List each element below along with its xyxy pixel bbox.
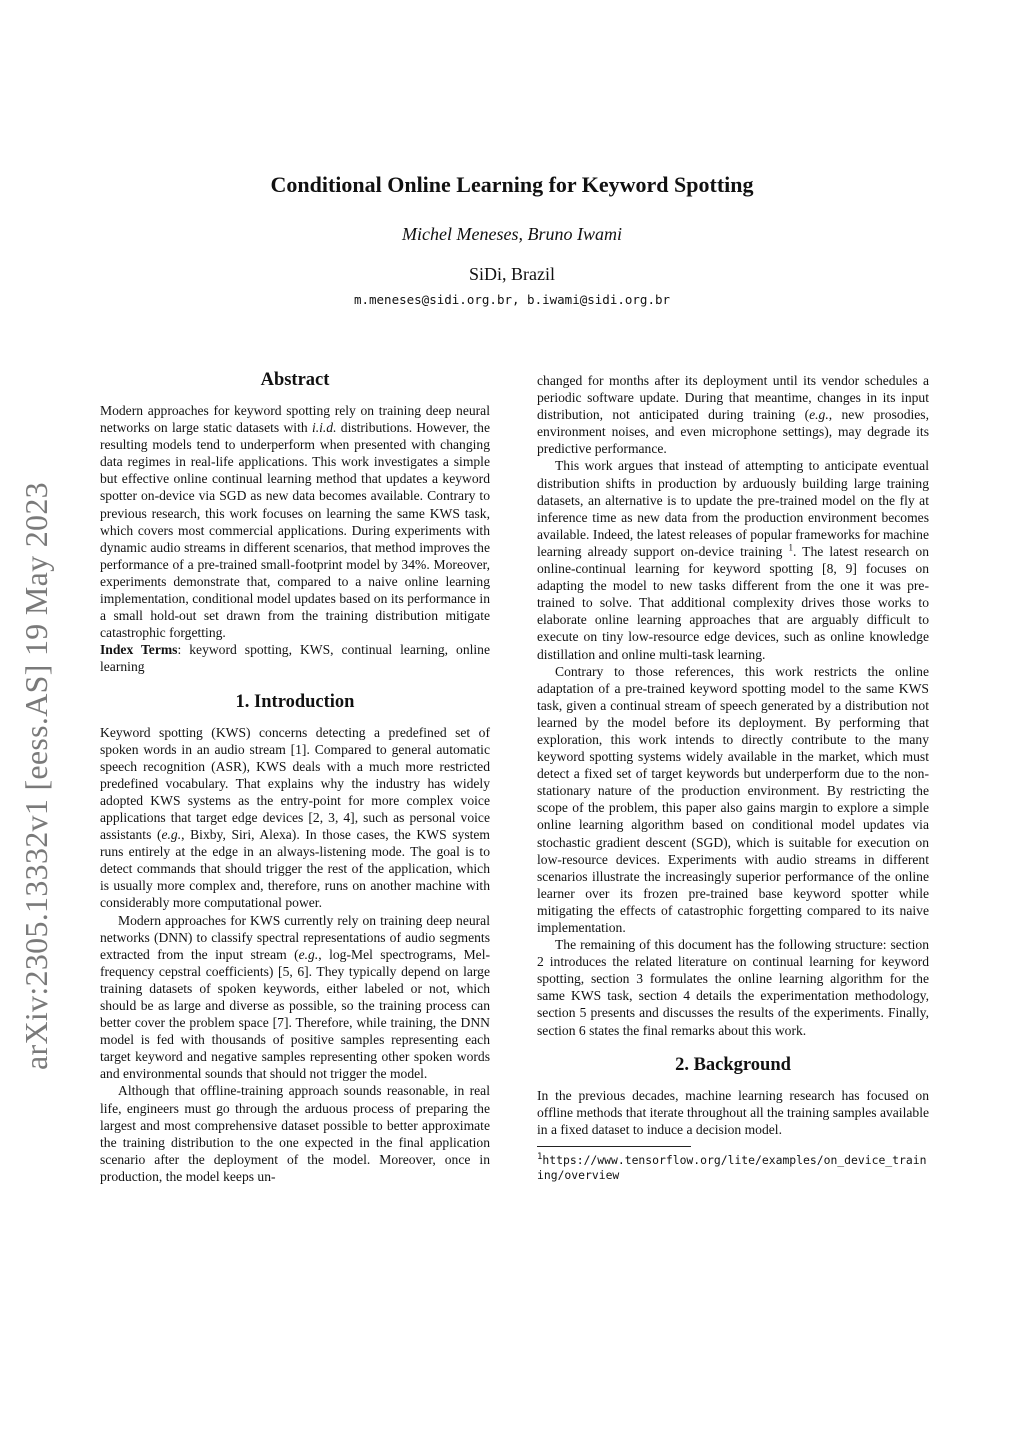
author-list: Michel Meneses, Bruno Iwami (402, 224, 622, 244)
right-paragraph-4: The remaining of this document has the following structure: section 2 introduces the related literature on continual learning for keyword spotting, section 3 formulates the online learning algorithm for the same KWS task, section 4 details the experimentation methodology, section 5 presents and discusses the results of the experiments. Finally, section 6 states the final remarks about this work. (537, 937, 929, 1038)
iid-term: i.i.d. (311, 420, 337, 436)
right-paragraph-1: changed for months after its deployment until its vendor schedules a periodic software update. During that meantime, changes in its input distribution, not anticipated during training (e.g., new prosodies, environment noises, and even microphone settings), may degrade its predictive performance. (537, 373, 929, 457)
author-emails: m.meneses@sidi.org.br, b.iwami@sidi.org.br (353, 292, 671, 307)
intro-paragraph-1: Keyword spotting (KWS) concerns detecting a predefined set of spoken words in an audio stream [1]. Compared to general automatic speech recognition (ASR), KWS deals with a much more restricted predefined vocabulary. That explains why the industry has widely adopted KWS systems as the entry-point for more complex voice applications that target edge devices [2, 3, 4], such as personal voice assistants (e.g., Bixby, Siri, Alexa). In those cases, the KWS system runs entirely at the edge in an always-listening mode. The goal is to detect commands that should trigger the rest of the application, which is usually more complex and, therefore, runs on another machine with considerably more computational power. (100, 724, 490, 911)
footnote (537, 1153, 929, 1183)
intro-paragraph-3: Although that offline-training approach sounds reasonable, in real life, engineers must go through the arduous process of preparing the largest and most comprehensive dataset possible to better approximate the training distribution to the one expected in the final application scenario after the deployment of the model. Moreover, once in production, the model keeps un- (100, 1083, 490, 1184)
index-terms-label: Index Terms (100, 642, 178, 658)
affiliation: SiDi, Brazil (469, 264, 555, 284)
footnote-rule (537, 1146, 691, 1147)
footnote-mark: 1 (537, 1152, 543, 1163)
background-paragraph-1: In the previous decades, machine learning research has focused on offline methods that iterate throughout all the training samples available in a fixed dataset to induce a decision model. (537, 1087, 929, 1137)
footnote-url: https://www.tensorflow.org/lite/examples/on_device_training/overview (537, 1152, 927, 1182)
abstract-body: Modern approaches for keyword spotting rely on training deep neural networks on large static datasets with i.i.d. distributions. However, the resulting models tend to underperform when presented with changing data regimes in real-life applications. This work investigates a simple but effective online continual learning method that updates a keyword spotter on-device via SGD as new data becomes available. Contrary to previous research, this work focuses on learning the same KWS task, which covers most commercial applications. During experiments with dynamic audio streams in different scenarios, that method improves the performance of a pre-trained small-footprint model by 34%. Moreover, experiments demonstrate that, compared to a naive online learning implementation, conditional model updates based on its performance in a small hold-out set drawn from the training distribution mitigate catastrophic forgetting. (100, 403, 490, 641)
right-column (537, 372, 929, 1183)
intro-paragraph-2: Modern approaches for KWS currently rely on training deep neural networks (DNN) to classify spectral representations of audio segments extracted from the input stream (e.g., log-Mel spectrograms, Mel-frequency cepstral coefficients) [5, 6]. They typically depend on large training datasets of spoken keywords, either labeled or not, which should be as large and diverse as possible, so the training process can better cover the problem space [7]. Therefore, while training, the DNN model is fed with thousands of positive samples representing each target keyword and negative samples representing other spoken words and environmental sounds that should not trigger the model. (100, 912, 490, 1082)
introduction-heading: 1. Introduction (235, 691, 355, 712)
footnote-ref: 1 (788, 542, 793, 553)
index-terms: Index Terms: keyword spotting, KWS, continual learning, online learning (100, 642, 490, 675)
right-paragraph-3: Contrary to those references, this work restricts the online adaptation of a pre-trained keyword spotting model to the same KWS task, given a continual stream of speech generated by a distribution not learned by the model before its deployment. By performing that exploration, this work intends to directly contribute to the many keyword spotting systems widely available in the market, which must detect a fixed set of target keywords but underperform due to the non-stationary nature of the production environment. By restricting the scope of the problem, this paper also gains margin to explore a simple online learning algorithm based on conditional model updates via stochastic gradient descent (SGD), which is suitable for execution on low-resource devices. Experiments with audio streams in different scenarios illustrate the increasingly superior performance of the online learner over its frozen pre-trained base keyword spotter while mitigating the effects of catastrophic forgetting compared to its naive implementation. (537, 663, 929, 935)
left-column (100, 368, 490, 1185)
right-paragraph-2: This work argues that instead of attempting to anticipate eventual distribution shifts in production by arduously building large training datasets, an alternative is to update the pre-trained model on the fly at inference time as new data from the production environment becomes available. Indeed, the latest releases of popular frameworks for machine learning already support on-device training $^1$. The latest research on online-continual learning for keyword spotting [8, 9] focuses on adapting the model to new tasks different from the one it was pre-trained to solve. That additional complexity drives those works to elaborate online learning approaches that are arguably difficult to execute on tiny low-resource edge devices, such as online knowledge distillation and online multi-task learning. (537, 458, 930, 662)
arxiv-identifier: arXiv:2305.13332v1 [eess.AS] 19 May 2023 (18, 482, 54, 1070)
abstract-heading: Abstract (260, 370, 330, 390)
paper-title: Conditional Online Learning for Keyword Spotting (270, 172, 754, 197)
background-heading: 2. Background (675, 1054, 791, 1075)
